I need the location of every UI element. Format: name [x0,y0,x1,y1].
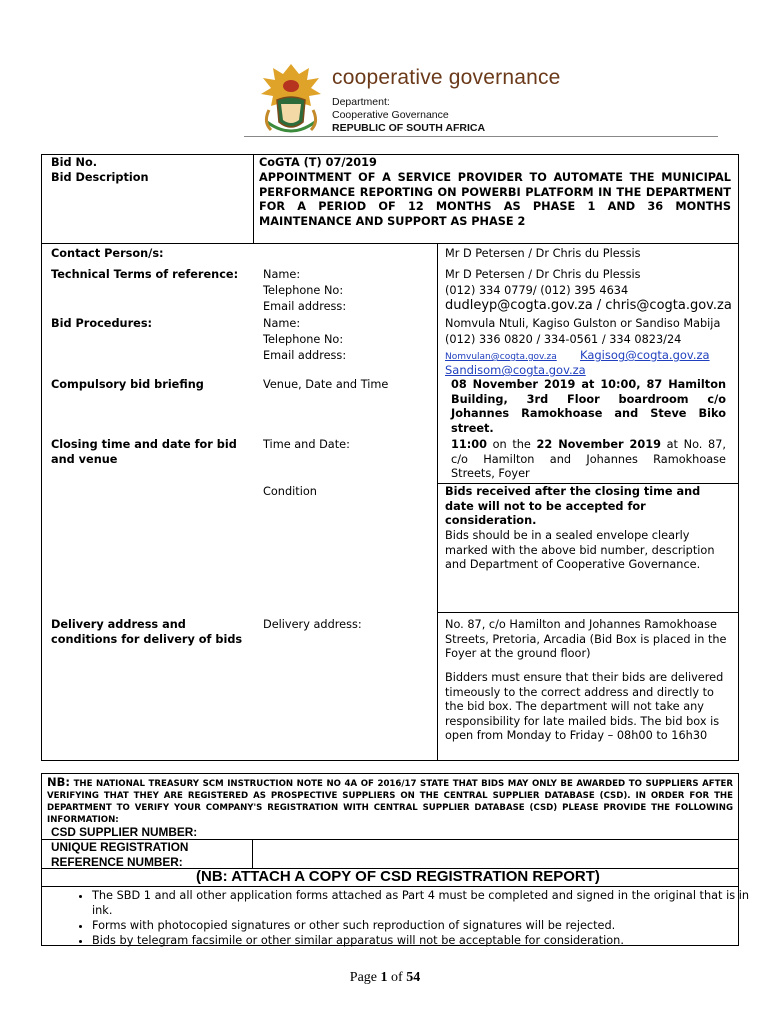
proc-email-link[interactable]: Sandisom@cogta.gov.za [445,363,586,377]
briefing-value: 08 November 2019 at 10:00, 87 Hamilton Building, 3rd Floor boardroom c/o Johannes Ramokhoase and Steve Biko street. [451,378,726,435]
list-item: • Forms with photocopied signatures or other such reproduction of signatures will be rejected. [92,918,770,933]
bid-description-value: APPOINTMENT OF A SERVICE PROVIDER TO AUTOMATE THE MUNICIPAL PERFORMANCE REPORTING ON POWERBI PLATFORM IN THE DEPARTMENT FOR A PERIOD OF 12 MONTHS AS PHASE 1 AND 36 MONTHS MAINTENANCE AND SUPPORT AS PHASE 2 [259,171,731,228]
csd-ref-label: UNIQUE REGISTRATION REFERENCE NUMBER: [51,840,189,869]
proc-name-field: Name: [263,317,301,330]
condition-text: Bids should be in a sealed envelope clearly marked with the above bid number, description and Department of Cooperative Governance. [445,529,715,572]
delivery-note: Bidders must ensure that their bids are delivered timeously to the correct address and directly to the bid box. The department will not take any responsibility for late mailed bids. The bid box is open from Monday to Friday – 08h00 to 16h30 [445,671,724,743]
condition-bold: Bids received after the closing time and date will not to be accepted for consideration. [445,485,701,528]
attach-note: (NB: ATTACH A COPY OF CSD REGISTRATION REPORT) [196,868,600,885]
tech-email-value: dudleyp@cogta.gov.za / chris@cogta.gov.za [445,298,732,313]
proc-email-field: Email address: [263,349,347,362]
delivery-address: No. 87, c/o Hamilton and Johannes Ramokhoase Streets, Pretoria, Arcadia (Bid Box is placed in the Foyer at the ground floor) [445,618,727,661]
list-item: • Bids by telegram facsimile or other similar apparatus will not be acceptable for consideration. [92,933,770,948]
bid-no-value: CoGTA (T) 07/2019 [259,156,377,169]
dept-line: Cooperative Governance [332,109,449,121]
closing-label: Closing time and date for bid and venue [51,438,237,466]
tech-name-field: Name: [263,268,301,281]
delivery-field: Delivery address: [263,618,362,631]
bid-description-label: Bid Description [51,171,149,184]
nb-notice: NB: THE NATIONAL TREASURY SCM INSTRUCTION NOTE NO 4A OF 2016/17 STATE THAT BIDS MAY ONLY BE AWARDED TO SUPPLIERS AFTER VERIFYING THAT THEY ARE REGISTERED AS PROSPECTIVE SUPPLIERS ON THE CENTRAL SUPPLIER DATABASE (CSD). IN ORDER FOR THE DEPARTMENT TO VERIFY YOUR COMPANY'S REGISTRATION WITH CENTRAL SUPPLIER DATABASE (CSD) PLEASE PROVIDE THE FOLLOWING INFORMATION: [47,775,733,825]
briefing-label: Compulsory bid briefing [51,378,204,391]
proc-name-value: Nomvula Ntuli, Kagiso Gulston or Sandiso Mabija [445,317,721,330]
csd-number-label: CSD SUPPLIER NUMBER: [51,825,198,839]
proc-phone-value: (012) 336 0820 / 334-0561 / 334 0823/24 [445,333,682,346]
dept-country: REPUBLIC OF SOUTH AFRICA [332,122,486,134]
coat-of-arms-icon [255,60,327,140]
delivery-label: Delivery address and conditions for delivery of bids [51,618,243,646]
department-block [332,96,485,135]
tech-email-field: Email address: [263,300,347,313]
closing-time: 11:00 [451,438,487,451]
requirements-list [52,888,770,948]
bid-no-label: Bid No. [51,156,98,169]
tech-phone-value: (012) 334 0779/ (012) 395 4634 [445,284,629,297]
proc-email-link[interactable]: Kagisog@cogta.gov.za [580,348,710,362]
bid-procedures-label: Bid Procedures: [51,317,153,330]
technical-terms-label: Technical Terms of reference: [51,268,239,281]
closing-date: 22 November 2019 [536,438,661,451]
brand-title: cooperative governance [332,66,561,89]
contact-label: Contact Person/s: [51,247,164,260]
list-item: • The SBD 1 and all other application forms attached as Part 4 must be completed and signed in the original that is in ink. [92,888,770,918]
briefing-field: Venue, Date and Time [263,378,389,391]
dept-line: Department: [332,96,390,108]
tech-name-value: Mr D Petersen / Dr Chris du Plessis [445,268,641,281]
closing-field: Time and Date: [263,438,350,451]
contact-value: Mr D Petersen / Dr Chris du Plessis [445,247,641,260]
closing-value: 11:00 on the 22 November 2019 at No. 87, c/o Hamilton and Johannes Ramokhoase Streets, Foyer [451,438,726,481]
proc-phone-field: Telephone No: [263,333,344,346]
condition-field: Condition [263,485,317,498]
tech-phone-field: Telephone No: [263,284,344,297]
header-divider [244,136,718,137]
proc-email-link[interactable]: Nomvulan@cogta.gov.za [445,352,557,362]
page-number: Page 1 of 54 [349,970,421,985]
